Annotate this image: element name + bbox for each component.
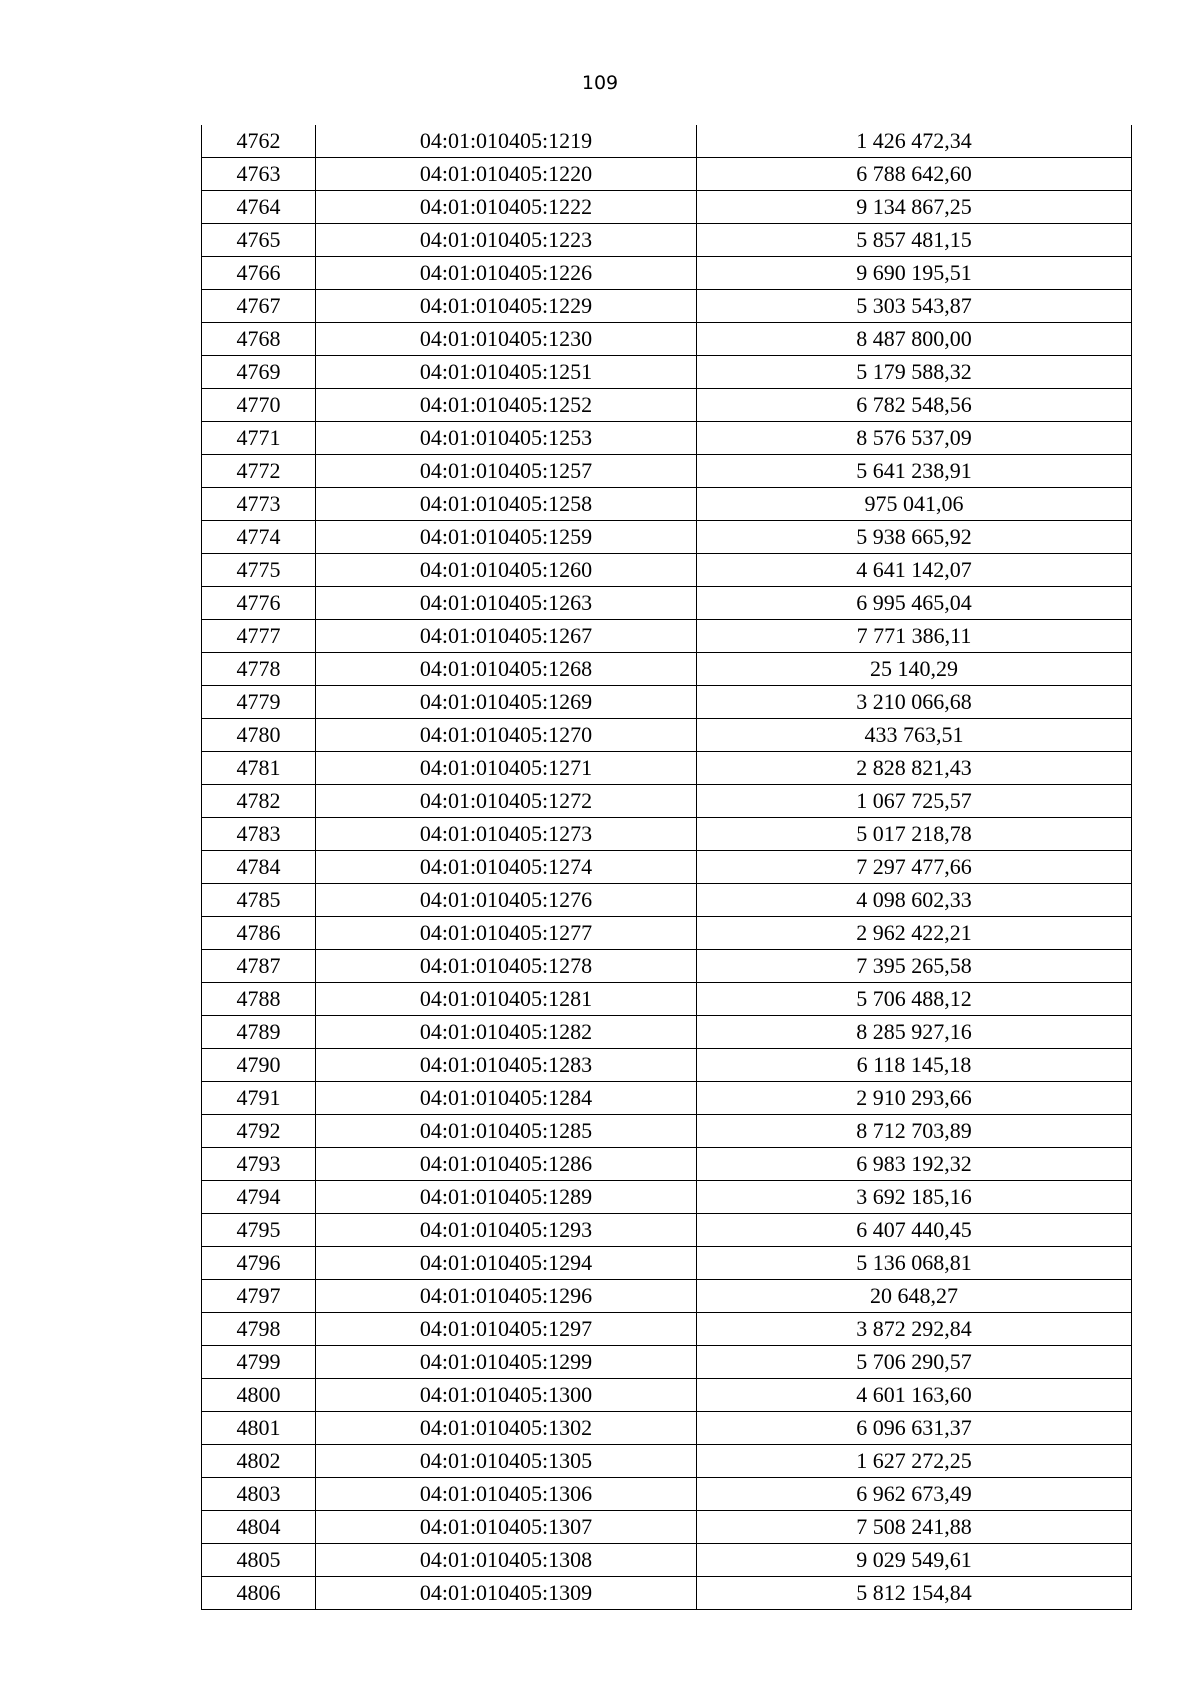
- value-cell: 975 041,06: [697, 488, 1132, 521]
- cadastral-number-cell: 04:01:010405:1220: [316, 158, 697, 191]
- table-row: [202, 1412, 1132, 1445]
- table-row: [202, 1379, 1132, 1412]
- row-number-cell: 4788: [202, 983, 316, 1016]
- value-cell: 5 857 481,15: [697, 224, 1132, 257]
- value-cell: 5 136 068,81: [697, 1247, 1132, 1280]
- row-number-cell: 4795: [202, 1214, 316, 1247]
- cadastral-number-cell: 04:01:010405:1229: [316, 290, 697, 323]
- cadastral-number-cell: 04:01:010405:1282: [316, 1016, 697, 1049]
- row-number-cell: 4792: [202, 1115, 316, 1148]
- cadastral-number-cell: 04:01:010405:1307: [316, 1511, 697, 1544]
- table-row: [202, 389, 1132, 422]
- cadastral-number-cell: 04:01:010405:1253: [316, 422, 697, 455]
- cadastral-table-container: [201, 125, 1131, 1610]
- cadastral-number-cell: 04:01:010405:1302: [316, 1412, 697, 1445]
- value-cell: 4 601 163,60: [697, 1379, 1132, 1412]
- value-cell: 7 395 265,58: [697, 950, 1132, 983]
- table-row: [202, 1181, 1132, 1214]
- cadastral-number-cell: 04:01:010405:1269: [316, 686, 697, 719]
- cadastral-number-cell: 04:01:010405:1289: [316, 1181, 697, 1214]
- value-cell: 6 118 145,18: [697, 1049, 1132, 1082]
- table-row: [202, 1214, 1132, 1247]
- row-number-cell: 4770: [202, 389, 316, 422]
- cadastral-number-cell: 04:01:010405:1285: [316, 1115, 697, 1148]
- table-row: [202, 950, 1132, 983]
- row-number-cell: 4791: [202, 1082, 316, 1115]
- value-cell: 7 297 477,66: [697, 851, 1132, 884]
- value-cell: 8 576 537,09: [697, 422, 1132, 455]
- value-cell: 7 771 386,11: [697, 620, 1132, 653]
- table-row: [202, 686, 1132, 719]
- table-row: [202, 1577, 1132, 1610]
- cadastral-number-cell: 04:01:010405:1284: [316, 1082, 697, 1115]
- cadastral-number-cell: 04:01:010405:1281: [316, 983, 697, 1016]
- value-cell: 2 962 422,21: [697, 917, 1132, 950]
- cadastral-table: [201, 125, 1132, 1610]
- row-number-cell: 4762: [202, 125, 316, 158]
- cadastral-number-cell: 04:01:010405:1297: [316, 1313, 697, 1346]
- cadastral-number-cell: 04:01:010405:1274: [316, 851, 697, 884]
- row-number-cell: 4782: [202, 785, 316, 818]
- value-cell: 4 098 602,33: [697, 884, 1132, 917]
- cadastral-number-cell: 04:01:010405:1278: [316, 950, 697, 983]
- table-row: [202, 818, 1132, 851]
- row-number-cell: 4785: [202, 884, 316, 917]
- value-cell: 7 508 241,88: [697, 1511, 1132, 1544]
- value-cell: 3 872 292,84: [697, 1313, 1132, 1346]
- value-cell: 1 627 272,25: [697, 1445, 1132, 1478]
- row-number-cell: 4768: [202, 323, 316, 356]
- table-row: [202, 1082, 1132, 1115]
- table-row: [202, 983, 1132, 1016]
- value-cell: 25 140,29: [697, 653, 1132, 686]
- row-number-cell: 4799: [202, 1346, 316, 1379]
- row-number-cell: 4765: [202, 224, 316, 257]
- table-row: [202, 1115, 1132, 1148]
- value-cell: 6 782 548,56: [697, 389, 1132, 422]
- cadastral-number-cell: 04:01:010405:1276: [316, 884, 697, 917]
- cadastral-number-cell: 04:01:010405:1222: [316, 191, 697, 224]
- value-cell: 5 641 238,91: [697, 455, 1132, 488]
- table-row: [202, 488, 1132, 521]
- row-number-cell: 4781: [202, 752, 316, 785]
- table-row: [202, 422, 1132, 455]
- row-number-cell: 4783: [202, 818, 316, 851]
- cadastral-number-cell: 04:01:010405:1299: [316, 1346, 697, 1379]
- row-number-cell: 4803: [202, 1478, 316, 1511]
- table-row: [202, 620, 1132, 653]
- value-cell: 9 029 549,61: [697, 1544, 1132, 1577]
- table-row: [202, 257, 1132, 290]
- value-cell: 5 812 154,84: [697, 1577, 1132, 1610]
- cadastral-number-cell: 04:01:010405:1219: [316, 125, 697, 158]
- table-row: [202, 1049, 1132, 1082]
- table-row: [202, 290, 1132, 323]
- value-cell: 2 910 293,66: [697, 1082, 1132, 1115]
- value-cell: 8 712 703,89: [697, 1115, 1132, 1148]
- row-number-cell: 4780: [202, 719, 316, 752]
- cadastral-number-cell: 04:01:010405:1293: [316, 1214, 697, 1247]
- cadastral-number-cell: 04:01:010405:1260: [316, 554, 697, 587]
- row-number-cell: 4789: [202, 1016, 316, 1049]
- value-cell: 6 962 673,49: [697, 1478, 1132, 1511]
- table-row: [202, 1478, 1132, 1511]
- row-number-cell: 4776: [202, 587, 316, 620]
- cadastral-number-cell: 04:01:010405:1226: [316, 257, 697, 290]
- table-row: [202, 851, 1132, 884]
- row-number-cell: 4763: [202, 158, 316, 191]
- table-row: [202, 455, 1132, 488]
- value-cell: 5 706 488,12: [697, 983, 1132, 1016]
- cadastral-number-cell: 04:01:010405:1277: [316, 917, 697, 950]
- value-cell: 3 692 185,16: [697, 1181, 1132, 1214]
- row-number-cell: 4769: [202, 356, 316, 389]
- cadastral-number-cell: 04:01:010405:1258: [316, 488, 697, 521]
- value-cell: 6 407 440,45: [697, 1214, 1132, 1247]
- row-number-cell: 4806: [202, 1577, 316, 1610]
- cadastral-number-cell: 04:01:010405:1263: [316, 587, 697, 620]
- table-row: [202, 356, 1132, 389]
- row-number-cell: 4802: [202, 1445, 316, 1478]
- row-number-cell: 4774: [202, 521, 316, 554]
- cadastral-number-cell: 04:01:010405:1305: [316, 1445, 697, 1478]
- row-number-cell: 4779: [202, 686, 316, 719]
- table-row: [202, 158, 1132, 191]
- cadastral-number-cell: 04:01:010405:1294: [316, 1247, 697, 1280]
- value-cell: 5 017 218,78: [697, 818, 1132, 851]
- value-cell: 9 690 195,51: [697, 257, 1132, 290]
- table-row: [202, 1016, 1132, 1049]
- cadastral-number-cell: 04:01:010405:1268: [316, 653, 697, 686]
- value-cell: 8 285 927,16: [697, 1016, 1132, 1049]
- row-number-cell: 4793: [202, 1148, 316, 1181]
- page-number: 109: [581, 72, 619, 94]
- table-row: [202, 653, 1132, 686]
- table-row: [202, 521, 1132, 554]
- row-number-cell: 4797: [202, 1280, 316, 1313]
- cadastral-number-cell: 04:01:010405:1223: [316, 224, 697, 257]
- value-cell: 433 763,51: [697, 719, 1132, 752]
- cadastral-number-cell: 04:01:010405:1272: [316, 785, 697, 818]
- row-number-cell: 4805: [202, 1544, 316, 1577]
- row-number-cell: 4794: [202, 1181, 316, 1214]
- value-cell: 5 706 290,57: [697, 1346, 1132, 1379]
- value-cell: 4 641 142,07: [697, 554, 1132, 587]
- row-number-cell: 4786: [202, 917, 316, 950]
- cadastral-number-cell: 04:01:010405:1259: [316, 521, 697, 554]
- table-row: [202, 224, 1132, 257]
- value-cell: 5 179 588,32: [697, 356, 1132, 389]
- value-cell: 20 648,27: [697, 1280, 1132, 1313]
- cadastral-number-cell: 04:01:010405:1230: [316, 323, 697, 356]
- cadastral-number-cell: 04:01:010405:1283: [316, 1049, 697, 1082]
- row-number-cell: 4784: [202, 851, 316, 884]
- row-number-cell: 4796: [202, 1247, 316, 1280]
- cadastral-number-cell: 04:01:010405:1296: [316, 1280, 697, 1313]
- row-number-cell: 4777: [202, 620, 316, 653]
- value-cell: 9 134 867,25: [697, 191, 1132, 224]
- cadastral-number-cell: 04:01:010405:1267: [316, 620, 697, 653]
- table-row: [202, 1247, 1132, 1280]
- row-number-cell: 4787: [202, 950, 316, 983]
- cadastral-number-cell: 04:01:010405:1251: [316, 356, 697, 389]
- row-number-cell: 4772: [202, 455, 316, 488]
- table-row: [202, 1511, 1132, 1544]
- table-row: [202, 1544, 1132, 1577]
- cadastral-number-cell: 04:01:010405:1309: [316, 1577, 697, 1610]
- value-cell: 6 096 631,37: [697, 1412, 1132, 1445]
- row-number-cell: 4778: [202, 653, 316, 686]
- cadastral-number-cell: 04:01:010405:1308: [316, 1544, 697, 1577]
- row-number-cell: 4766: [202, 257, 316, 290]
- table-row: [202, 752, 1132, 785]
- row-number-cell: 4798: [202, 1313, 316, 1346]
- row-number-cell: 4800: [202, 1379, 316, 1412]
- value-cell: 6 788 642,60: [697, 158, 1132, 191]
- table-row: [202, 191, 1132, 224]
- table-row: [202, 1313, 1132, 1346]
- table-row: [202, 1148, 1132, 1181]
- cadastral-number-cell: 04:01:010405:1271: [316, 752, 697, 785]
- cadastral-number-cell: 04:01:010405:1273: [316, 818, 697, 851]
- value-cell: 6 995 465,04: [697, 587, 1132, 620]
- cadastral-number-cell: 04:01:010405:1252: [316, 389, 697, 422]
- cadastral-number-cell: 04:01:010405:1306: [316, 1478, 697, 1511]
- row-number-cell: 4775: [202, 554, 316, 587]
- table-body: [202, 125, 1132, 1610]
- table-row: [202, 587, 1132, 620]
- row-number-cell: 4771: [202, 422, 316, 455]
- value-cell: 1 067 725,57: [697, 785, 1132, 818]
- cadastral-number-cell: 04:01:010405:1300: [316, 1379, 697, 1412]
- row-number-cell: 4801: [202, 1412, 316, 1445]
- value-cell: 5 303 543,87: [697, 290, 1132, 323]
- table-row: [202, 323, 1132, 356]
- value-cell: 5 938 665,92: [697, 521, 1132, 554]
- row-number-cell: 4767: [202, 290, 316, 323]
- row-number-cell: 4764: [202, 191, 316, 224]
- value-cell: 3 210 066,68: [697, 686, 1132, 719]
- value-cell: 8 487 800,00: [697, 323, 1132, 356]
- row-number-cell: 4804: [202, 1511, 316, 1544]
- value-cell: 6 983 192,32: [697, 1148, 1132, 1181]
- cadastral-number-cell: 04:01:010405:1257: [316, 455, 697, 488]
- table-row: [202, 1445, 1132, 1478]
- row-number-cell: 4790: [202, 1049, 316, 1082]
- table-row: [202, 884, 1132, 917]
- table-row: [202, 785, 1132, 818]
- table-row: [202, 1280, 1132, 1313]
- table-row: [202, 1346, 1132, 1379]
- table-row: [202, 917, 1132, 950]
- cadastral-number-cell: 04:01:010405:1286: [316, 1148, 697, 1181]
- value-cell: 2 828 821,43: [697, 752, 1132, 785]
- row-number-cell: 4773: [202, 488, 316, 521]
- table-row: [202, 125, 1132, 158]
- cadastral-number-cell: 04:01:010405:1270: [316, 719, 697, 752]
- value-cell: 1 426 472,34: [697, 125, 1132, 158]
- table-row: [202, 719, 1132, 752]
- table-row: [202, 554, 1132, 587]
